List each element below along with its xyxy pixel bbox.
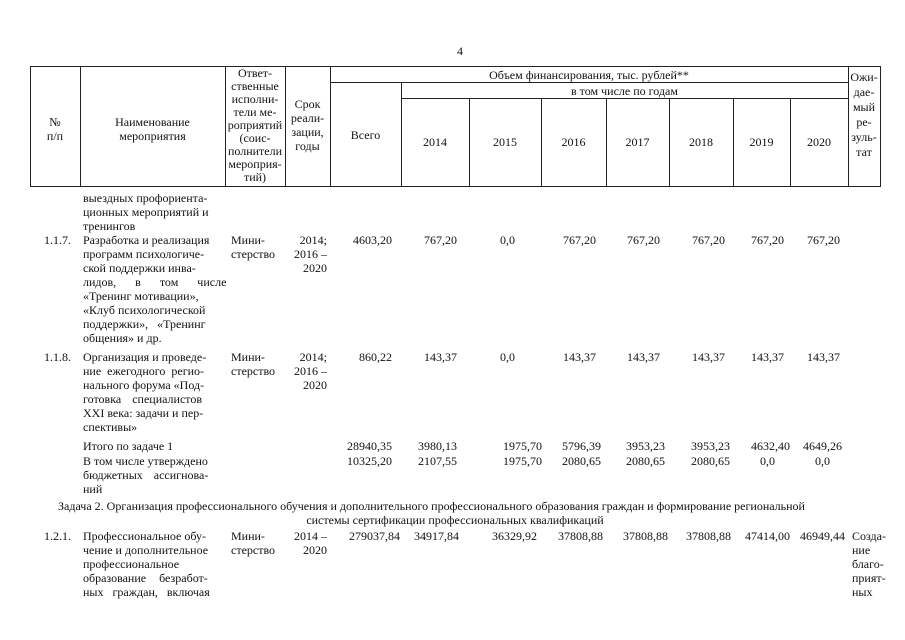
row-name-line: общения» и др.: [83, 331, 162, 345]
approved-value: 2080,65: [691, 454, 730, 468]
row-total: 4603,20: [353, 233, 392, 247]
row-name-line: XXI века: задачи и пер-: [83, 406, 204, 420]
row-result: Созда- ние благо- прият- ных: [852, 529, 886, 599]
row-name-line: профессиональное: [83, 557, 180, 571]
row-value: 143,37: [692, 350, 725, 364]
header-year: 2016: [561, 135, 586, 149]
row-name-line: готовка специалистов: [83, 392, 203, 406]
totals-value: 4632,40: [751, 439, 790, 453]
row-value: 37808,88: [558, 529, 603, 543]
totals-value: 4649,26: [803, 439, 842, 453]
row-total: 860,22: [359, 350, 392, 364]
totals-value: 3953,23: [626, 439, 665, 453]
header-total: Всего: [350, 128, 381, 142]
col-border-13: [880, 66, 881, 187]
row-name: [83, 233, 225, 345]
row-term: 2014; 2016 – 2020: [294, 233, 327, 275]
row-num: 1.2.1.: [44, 529, 71, 543]
approved-label-line: бюджетных ассигнова-: [83, 468, 209, 482]
row-value: 143,37: [807, 350, 840, 364]
approved-value: 2107,55: [418, 454, 457, 468]
approved-value: 2080,65: [562, 454, 601, 468]
header-term: Срок реали- зации, годы: [290, 97, 325, 153]
row-value: 767,20: [563, 233, 596, 247]
header-year: 2015: [493, 135, 517, 149]
header-year: 2019: [749, 135, 774, 149]
totals-value: 5796,39: [562, 439, 601, 453]
header-num: № п/п: [46, 115, 64, 143]
approved-value: 1975,70: [503, 454, 542, 468]
approved-total: 10325,20: [347, 454, 392, 468]
totals-label: Итого по задаче 1: [83, 439, 174, 453]
header-year: 2017: [625, 135, 650, 149]
row-name: [83, 529, 225, 599]
header-year: 2018: [689, 135, 713, 149]
row-value: 143,37: [751, 350, 784, 364]
row-name-line: ской поддержки инва-: [83, 261, 196, 275]
row-term: 2014; 2016 – 2020: [294, 350, 327, 392]
row-value: 37808,88: [623, 529, 668, 543]
approved-label-line: ний: [83, 482, 103, 496]
row-name-line: «Тренинг мотивации»,: [83, 289, 199, 303]
row-name: [83, 350, 225, 434]
row-value: 143,37: [424, 350, 457, 364]
row-value: 0,0: [500, 350, 515, 364]
header-year: 2020: [807, 135, 831, 149]
page-number: 4: [457, 44, 463, 58]
task2-heading: Задача 2. Организация профессионального обучения и дополнительного профессионального образования граждан и формирование региональной: [58, 499, 805, 513]
row-value: 36329,92: [492, 529, 537, 543]
row-responsible: Мини- стерство: [231, 233, 276, 261]
header-bottom-border: [30, 186, 880, 187]
row-value: 47414,00: [745, 529, 790, 543]
header-year: 2014: [423, 135, 447, 149]
row-name-line: чение и дополнительное: [83, 543, 209, 557]
header-responsible: Ответ- ственные исполни- тели ме- роприятий (соис- полнители мероприя- тий): [227, 66, 283, 184]
row-total: 279037,84: [349, 529, 400, 543]
row-responsible: Мини- стерство: [231, 350, 276, 378]
approved-value: 0,0: [815, 454, 830, 468]
row-responsible: Мини- стерство: [231, 529, 276, 557]
row-value: 34917,84: [414, 529, 459, 543]
row-num: 1.1.7.: [44, 233, 71, 247]
row-value: 767,20: [692, 233, 725, 247]
col-border-4: [330, 66, 331, 187]
approved-label-line: В том числе утверждено: [83, 454, 208, 468]
row-name-line: поддержки», «Тренинг: [83, 317, 206, 331]
header-name: Наименование мероприятия: [115, 115, 190, 143]
row-name-line: ние ежегодного регио-: [83, 364, 205, 378]
continuation-text: выездных профориента- ционных мероприятий и тренингов: [83, 191, 209, 233]
row-value: 46949,44: [800, 529, 845, 543]
totals-value: 1975,70: [503, 439, 542, 453]
row-name-line: нального форума «Под-: [83, 378, 205, 392]
header-result: Ожи- дае- мый ре- зуль- тат: [850, 70, 878, 159]
row-value: 767,20: [751, 233, 784, 247]
row-term: 2014 – 2020: [294, 529, 327, 557]
row-num: 1.1.8.: [44, 350, 71, 364]
header-by-years: в том числе по годам: [571, 84, 678, 98]
totals-total: 28940,35: [347, 439, 392, 453]
funding-subheader-line: [330, 82, 848, 83]
row-name-line: Профессиональное обу-: [83, 529, 206, 543]
approved-value: 0,0: [760, 454, 775, 468]
row-value: 0,0: [500, 233, 515, 247]
row-value: 767,20: [424, 233, 457, 247]
task2-heading-line2: системы сертификации профессиональных квалификаций: [306, 513, 604, 527]
row-value: 143,37: [627, 350, 660, 364]
table-top-border: [30, 66, 880, 67]
row-name-line: лидов, в том числе: [83, 275, 227, 289]
row-name-line: образование безработ-: [83, 571, 208, 585]
row-value: 143,37: [563, 350, 596, 364]
row-name-line: спективы»: [83, 420, 138, 434]
row-value: 767,20: [807, 233, 840, 247]
totals-value: 3953,23: [691, 439, 730, 453]
approved-label: [83, 454, 208, 496]
row-value: 37808,88: [686, 529, 731, 543]
header-funding: Объем финансирования, тыс. рублей**: [489, 68, 689, 82]
row-name-line: программ психологиче-: [83, 247, 205, 261]
row-name-line: ных граждан, включая: [83, 585, 210, 599]
row-name-line: Разработка и реализация: [83, 233, 210, 247]
totals-value: 3980,13: [418, 439, 457, 453]
row-value: 767,20: [627, 233, 660, 247]
approved-value: 2080,65: [626, 454, 665, 468]
row-name-line: «Клуб психологической: [83, 303, 206, 317]
row-name-line: Организация и проведе-: [83, 350, 207, 364]
